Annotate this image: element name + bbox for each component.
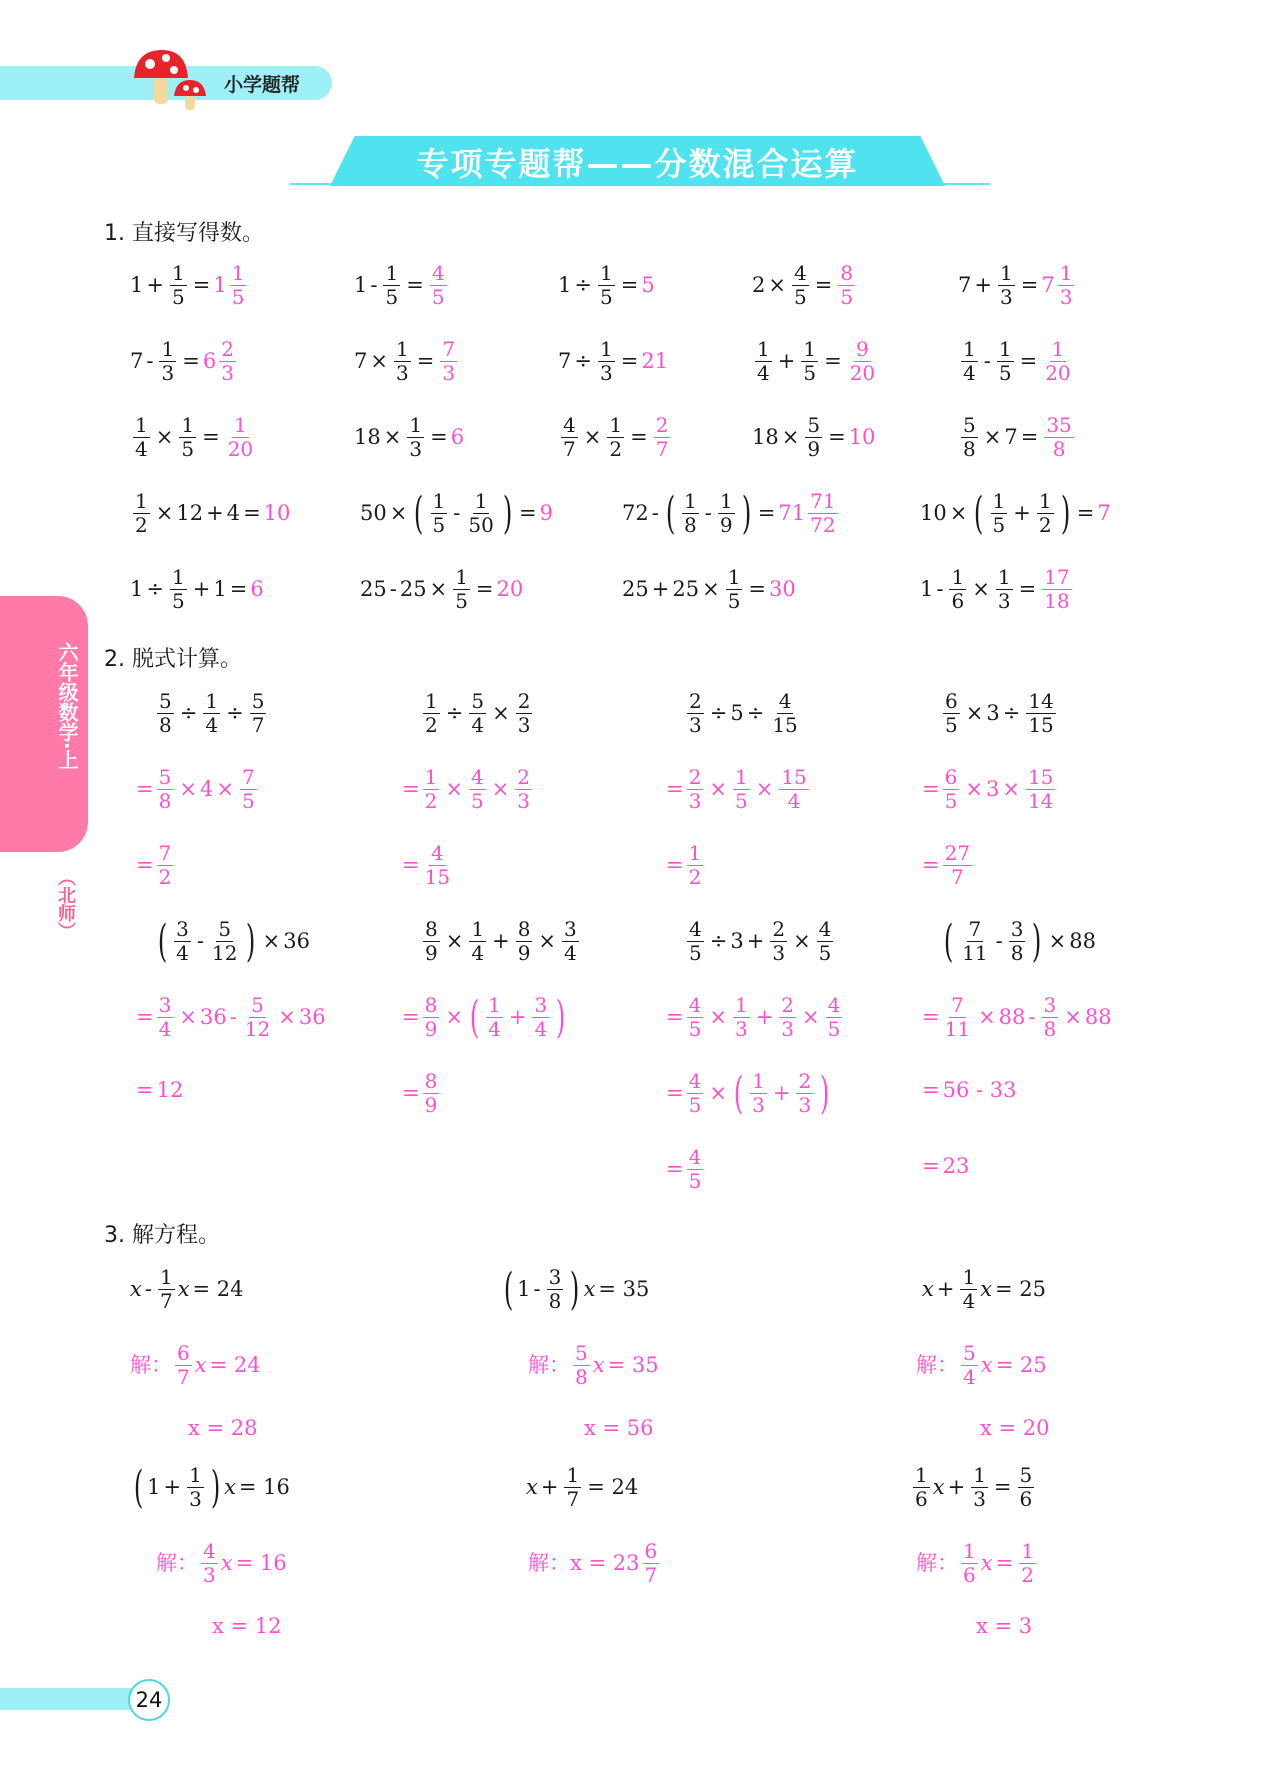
solution-step: = $\frac{27}{7}$	[922, 841, 971, 889]
problem: 7 - $\frac{1}{3}$ = 6 $\frac{2}{3}$	[130, 337, 234, 385]
solution-step: = $\frac{2}{3}$ × $\frac{1}{5}$ × $\frac{15}{4}$	[666, 765, 807, 813]
problem: 2 × $\frac{4}{5}$ = $\frac{8}{5}$	[752, 261, 854, 309]
solution-step: 解： $\frac{4}{3}$ x = 16	[156, 1539, 287, 1587]
solution-step: x = 28	[188, 1416, 258, 1440]
page-title: 专项专题帮——分数混合运算	[416, 145, 859, 183]
solution-step: 解： $\frac{5}{8}$ x = 35	[528, 1341, 659, 1389]
problem: 50 × ( $\frac{1}{5}$ - $\frac{1}{50}$ ) = 9	[360, 487, 553, 539]
problem: 18 × $\frac{1}{3}$ = 6	[354, 413, 465, 461]
problem: 18 × $\frac{5}{9}$ = 10	[752, 413, 876, 461]
solution-step: 解： $\frac{6}{7}$ x = 24	[130, 1341, 261, 1389]
solution-step: = $\frac{5}{8}$ × 4 × $\frac{7}{5}$	[136, 765, 255, 813]
side-tab-label: 六年级数学·上	[55, 642, 79, 770]
problem: $\frac{1}{2}$ × 12 + 4 = 10	[135, 489, 291, 537]
problem: $\frac{8}{9}$ × $\frac{1}{4}$ + $\frac{8}{9}$ × $\frac{3}{4}$	[425, 917, 577, 965]
problem: $\frac{5}{8}$ × 7 = $\frac{35}{8}$	[963, 413, 1072, 461]
solution-step: x = 56	[584, 1416, 654, 1440]
problem: ( $\frac{3}{4}$ - $\frac{5}{12}$ ) × 36	[157, 915, 310, 967]
problem: 1 ÷ $\frac{1}{5}$ = 5	[558, 261, 655, 309]
solution-step: x = 20	[980, 1416, 1050, 1440]
section-heading: 2. 脱式计算。	[104, 647, 242, 672]
problem: $\frac{1}{4}$ × $\frac{1}{5}$ = $\frac{1}{20}$	[135, 413, 254, 461]
side-tab-edition: （北师）	[55, 868, 76, 940]
problem: 72 - ( $\frac{1}{8}$ - $\frac{1}{9}$ ) = 71 $\frac{71}{72}$	[622, 487, 836, 539]
solution-step: 解： $\frac{1}{6}$ x = $\frac{1}{2}$	[916, 1539, 1034, 1587]
equation: $\frac{1}{6}$ x + $\frac{1}{3}$ = $\frac{5}{6}$	[915, 1463, 1033, 1511]
solution-step: x = 12	[212, 1614, 282, 1638]
problem: 1 ÷ $\frac{1}{5}$ + 1 = 6	[130, 565, 264, 613]
problem: $\frac{5}{8}$ ÷ $\frac{1}{4}$ ÷ $\frac{5}{7}$	[159, 689, 265, 737]
problem: $\frac{1}{4}$ + $\frac{1}{5}$ = $\frac{9}{20}$	[757, 337, 876, 385]
equation: ( 1 + $\frac{1}{3}$ ) x = 16	[133, 1461, 290, 1513]
solution-step: = $\frac{8}{9}$	[402, 1069, 438, 1117]
problem: $\frac{4}{5}$ ÷ 3 + $\frac{2}{3}$ × $\frac{4}{5}$	[689, 917, 832, 965]
solution-step: x = 3	[976, 1614, 1033, 1638]
solution-step: 解： x = 23 $\frac{6}{7}$	[528, 1539, 658, 1587]
solution-step: = $\frac{6}{5}$ × 3 × $\frac{15}{14}$	[922, 765, 1054, 813]
mushroom-icon	[128, 44, 212, 114]
problem: $\frac{2}{3}$ ÷ 5 ÷ $\frac{4}{15}$	[689, 689, 798, 737]
solution-step: = $\frac{7}{2}$	[136, 841, 172, 889]
equation: ( 1 - $\frac{3}{8}$ ) x = 35	[503, 1263, 650, 1315]
problem: 1 - $\frac{1}{5}$ = $\frac{4}{5}$	[354, 261, 445, 309]
solution-step: = $\frac{4}{5}$ × ( $\frac{1}{3}$ + $\frac{2}{3}$ )	[666, 1067, 830, 1119]
equation: x + $\frac{1}{4}$ x = 25	[922, 1265, 1047, 1313]
solution-step: 解： $\frac{5}{4}$ x = 25	[916, 1341, 1047, 1389]
problem: $\frac{1}{2}$ ÷ $\frac{5}{4}$ × $\frac{2}{3}$	[425, 689, 531, 737]
equation: x - $\frac{1}{7}$ x = 24	[130, 1265, 244, 1313]
page-number: 24	[128, 1679, 170, 1721]
solution-step: = $\frac{8}{9}$ × ( $\frac{1}{4}$ + $\frac{3}{4}$ )	[402, 991, 566, 1043]
equation: x + $\frac{1}{7}$ = 24	[526, 1463, 639, 1511]
brand-label: 小学题帮	[224, 74, 301, 96]
problem: 7 + $\frac{1}{3}$ = 7 $\frac{1}{3}$	[958, 261, 1073, 309]
problem: 7 × $\frac{1}{3}$ = $\frac{7}{3}$	[354, 337, 456, 385]
solution-step: = 56 - 33	[922, 1078, 1017, 1102]
solution-step: = $\frac{4}{5}$	[666, 1145, 702, 1193]
solution-step: = $\frac{3}{4}$ × 36 - $\frac{5}{12}$ × 36	[136, 993, 326, 1041]
problem: $\frac{4}{7}$ × $\frac{1}{2}$ = $\frac{2}{7}$	[563, 413, 669, 461]
solution-step: = $\frac{1}{2}$	[666, 841, 702, 889]
section-heading: 1. 直接写得数。	[104, 221, 264, 246]
problem: 1 - $\frac{1}{6}$ × $\frac{1}{3}$ = $\frac{17}{18}$	[920, 565, 1070, 613]
problem: ( $\frac{7}{11}$ - $\frac{3}{8}$ ) × 88	[943, 915, 1096, 967]
solution-step: = 12	[136, 1078, 184, 1102]
problem: $\frac{6}{5}$ × 3 ÷ $\frac{14}{15}$	[945, 689, 1054, 737]
problem: 10 × ( $\frac{1}{5}$ + $\frac{1}{2}$ ) = 7	[920, 487, 1111, 539]
problem: 25 - 25 × $\frac{1}{5}$ = 20	[360, 565, 524, 613]
solution-step: = 23	[922, 1154, 970, 1178]
solution-step: = $\frac{4}{15}$	[402, 841, 451, 889]
problem: $\frac{1}{4}$ - $\frac{1}{5}$ = $\frac{1}{20}$	[963, 337, 1071, 385]
problem: 7 ÷ $\frac{1}{3}$ = 21	[558, 337, 669, 385]
solution-step: = $\frac{1}{2}$ × $\frac{4}{5}$ × $\frac{2}{3}$	[402, 765, 531, 813]
problem: 1 + $\frac{1}{5}$ = 1 $\frac{1}{5}$	[130, 261, 245, 309]
section-heading: 3. 解方程。	[104, 1223, 220, 1248]
solution-step: = $\frac{7}{11}$ × 88 - $\frac{3}{8}$ × 88	[922, 993, 1112, 1041]
problem: 25 + 25 × $\frac{1}{5}$ = 30	[622, 565, 796, 613]
solution-step: = $\frac{4}{5}$ × $\frac{1}{3}$ + $\frac{2}{3}$ × $\frac{4}{5}$	[666, 993, 841, 1041]
